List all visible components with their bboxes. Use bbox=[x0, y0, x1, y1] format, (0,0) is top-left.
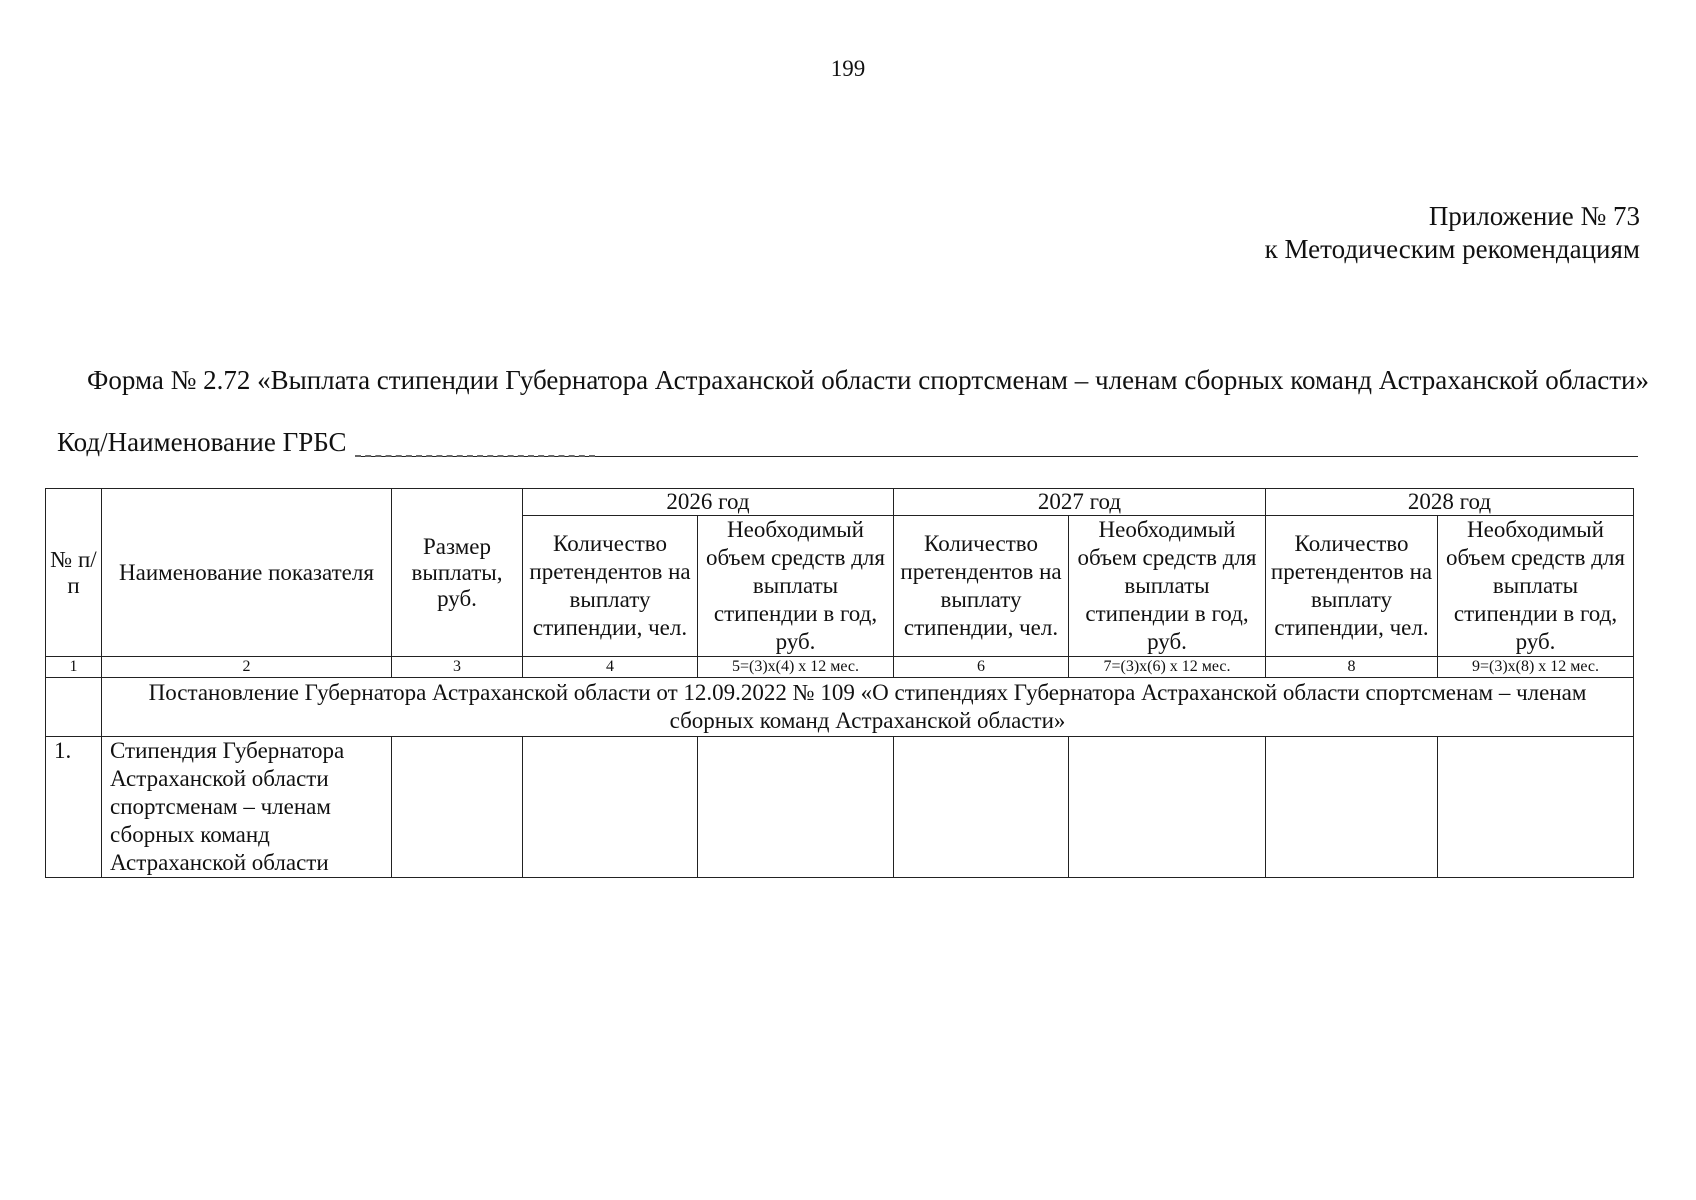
header-year-2028: 2028 год bbox=[1266, 489, 1634, 516]
header-num: № п/п bbox=[46, 489, 102, 657]
table-row bbox=[46, 737, 1634, 878]
column-number: 2 bbox=[102, 657, 392, 678]
header-applicants-2028: Количество претендентов на выплату стипендии, чел. bbox=[1266, 516, 1438, 657]
header-payment-size: Размер выплаты, руб. bbox=[392, 489, 523, 657]
header-year-2026: 2026 год bbox=[523, 489, 894, 516]
decree-empty-cell bbox=[46, 678, 102, 737]
form-title: Форма № 2.72 «Выплата стипендии Губернатора Астраханской области спортсменам – членам сборных команд Астраханской области» bbox=[87, 365, 1649, 395]
column-number: 3 bbox=[392, 657, 523, 678]
form-table bbox=[45, 488, 1634, 878]
page-number: 199 bbox=[830, 56, 866, 81]
header-applicants-2027: Количество претендентов на выплату стипендии, чел. bbox=[894, 516, 1069, 657]
column-number: 7=(3)x(6) x 12 мес. bbox=[1069, 657, 1266, 678]
row-applicants-2028[interactable] bbox=[1266, 737, 1438, 878]
appendix-reference: к Методическим рекомендациям bbox=[1264, 234, 1640, 264]
column-number: 4 bbox=[523, 657, 698, 678]
column-number: 8 bbox=[1266, 657, 1438, 678]
grbs-blank-line bbox=[355, 432, 1638, 457]
grbs-field bbox=[57, 427, 1638, 457]
row-funds-2028[interactable] bbox=[1438, 737, 1634, 878]
header-year-2027: 2027 год bbox=[894, 489, 1266, 516]
row-funds-2026[interactable] bbox=[698, 737, 894, 878]
row-applicants-2026[interactable] bbox=[523, 737, 698, 878]
decree-text: Постановление Губернатора Астраханской области от 12.09.2022 № 109 «О стипендиях Губернатора Астраханской области спортсменам – членам сборных команд Астраханской области» bbox=[102, 678, 1634, 737]
header-row-years bbox=[46, 489, 1634, 516]
header-name: Наименование показателя bbox=[102, 489, 392, 657]
column-number-row bbox=[46, 657, 1634, 678]
column-number: 1 bbox=[46, 657, 102, 678]
column-number: 6 bbox=[894, 657, 1069, 678]
row-applicants-2027[interactable] bbox=[894, 737, 1069, 878]
header-funds-2026: Необходимый объем средств для выплаты стипендии в год, руб. bbox=[698, 516, 894, 657]
column-number: 5=(3)x(4) x 12 мес. bbox=[698, 657, 894, 678]
row-indicator-name: Стипендия Губернатора Астраханской области спортсменам – членам сборных команд Астраханской области bbox=[102, 737, 392, 878]
decree-row bbox=[46, 678, 1634, 737]
row-funds-2027[interactable] bbox=[1069, 737, 1266, 878]
appendix-number: Приложение № 73 bbox=[1428, 201, 1640, 231]
row-payment-size[interactable] bbox=[392, 737, 523, 878]
header-funds-2028: Необходимый объем средств для выплаты стипендии в год, руб. bbox=[1438, 516, 1634, 657]
row-number: 1. bbox=[46, 737, 102, 878]
grbs-label: Код/Наименование ГРБС bbox=[57, 427, 347, 457]
appendix-header bbox=[1265, 200, 1640, 266]
header-funds-2027: Необходимый объем средств для выплаты стипендии в год, руб. bbox=[1069, 516, 1266, 657]
column-number: 9=(3)x(8) x 12 мес. bbox=[1438, 657, 1634, 678]
header-applicants-2026: Количество претендентов на выплату стипендии, чел. bbox=[523, 516, 698, 657]
